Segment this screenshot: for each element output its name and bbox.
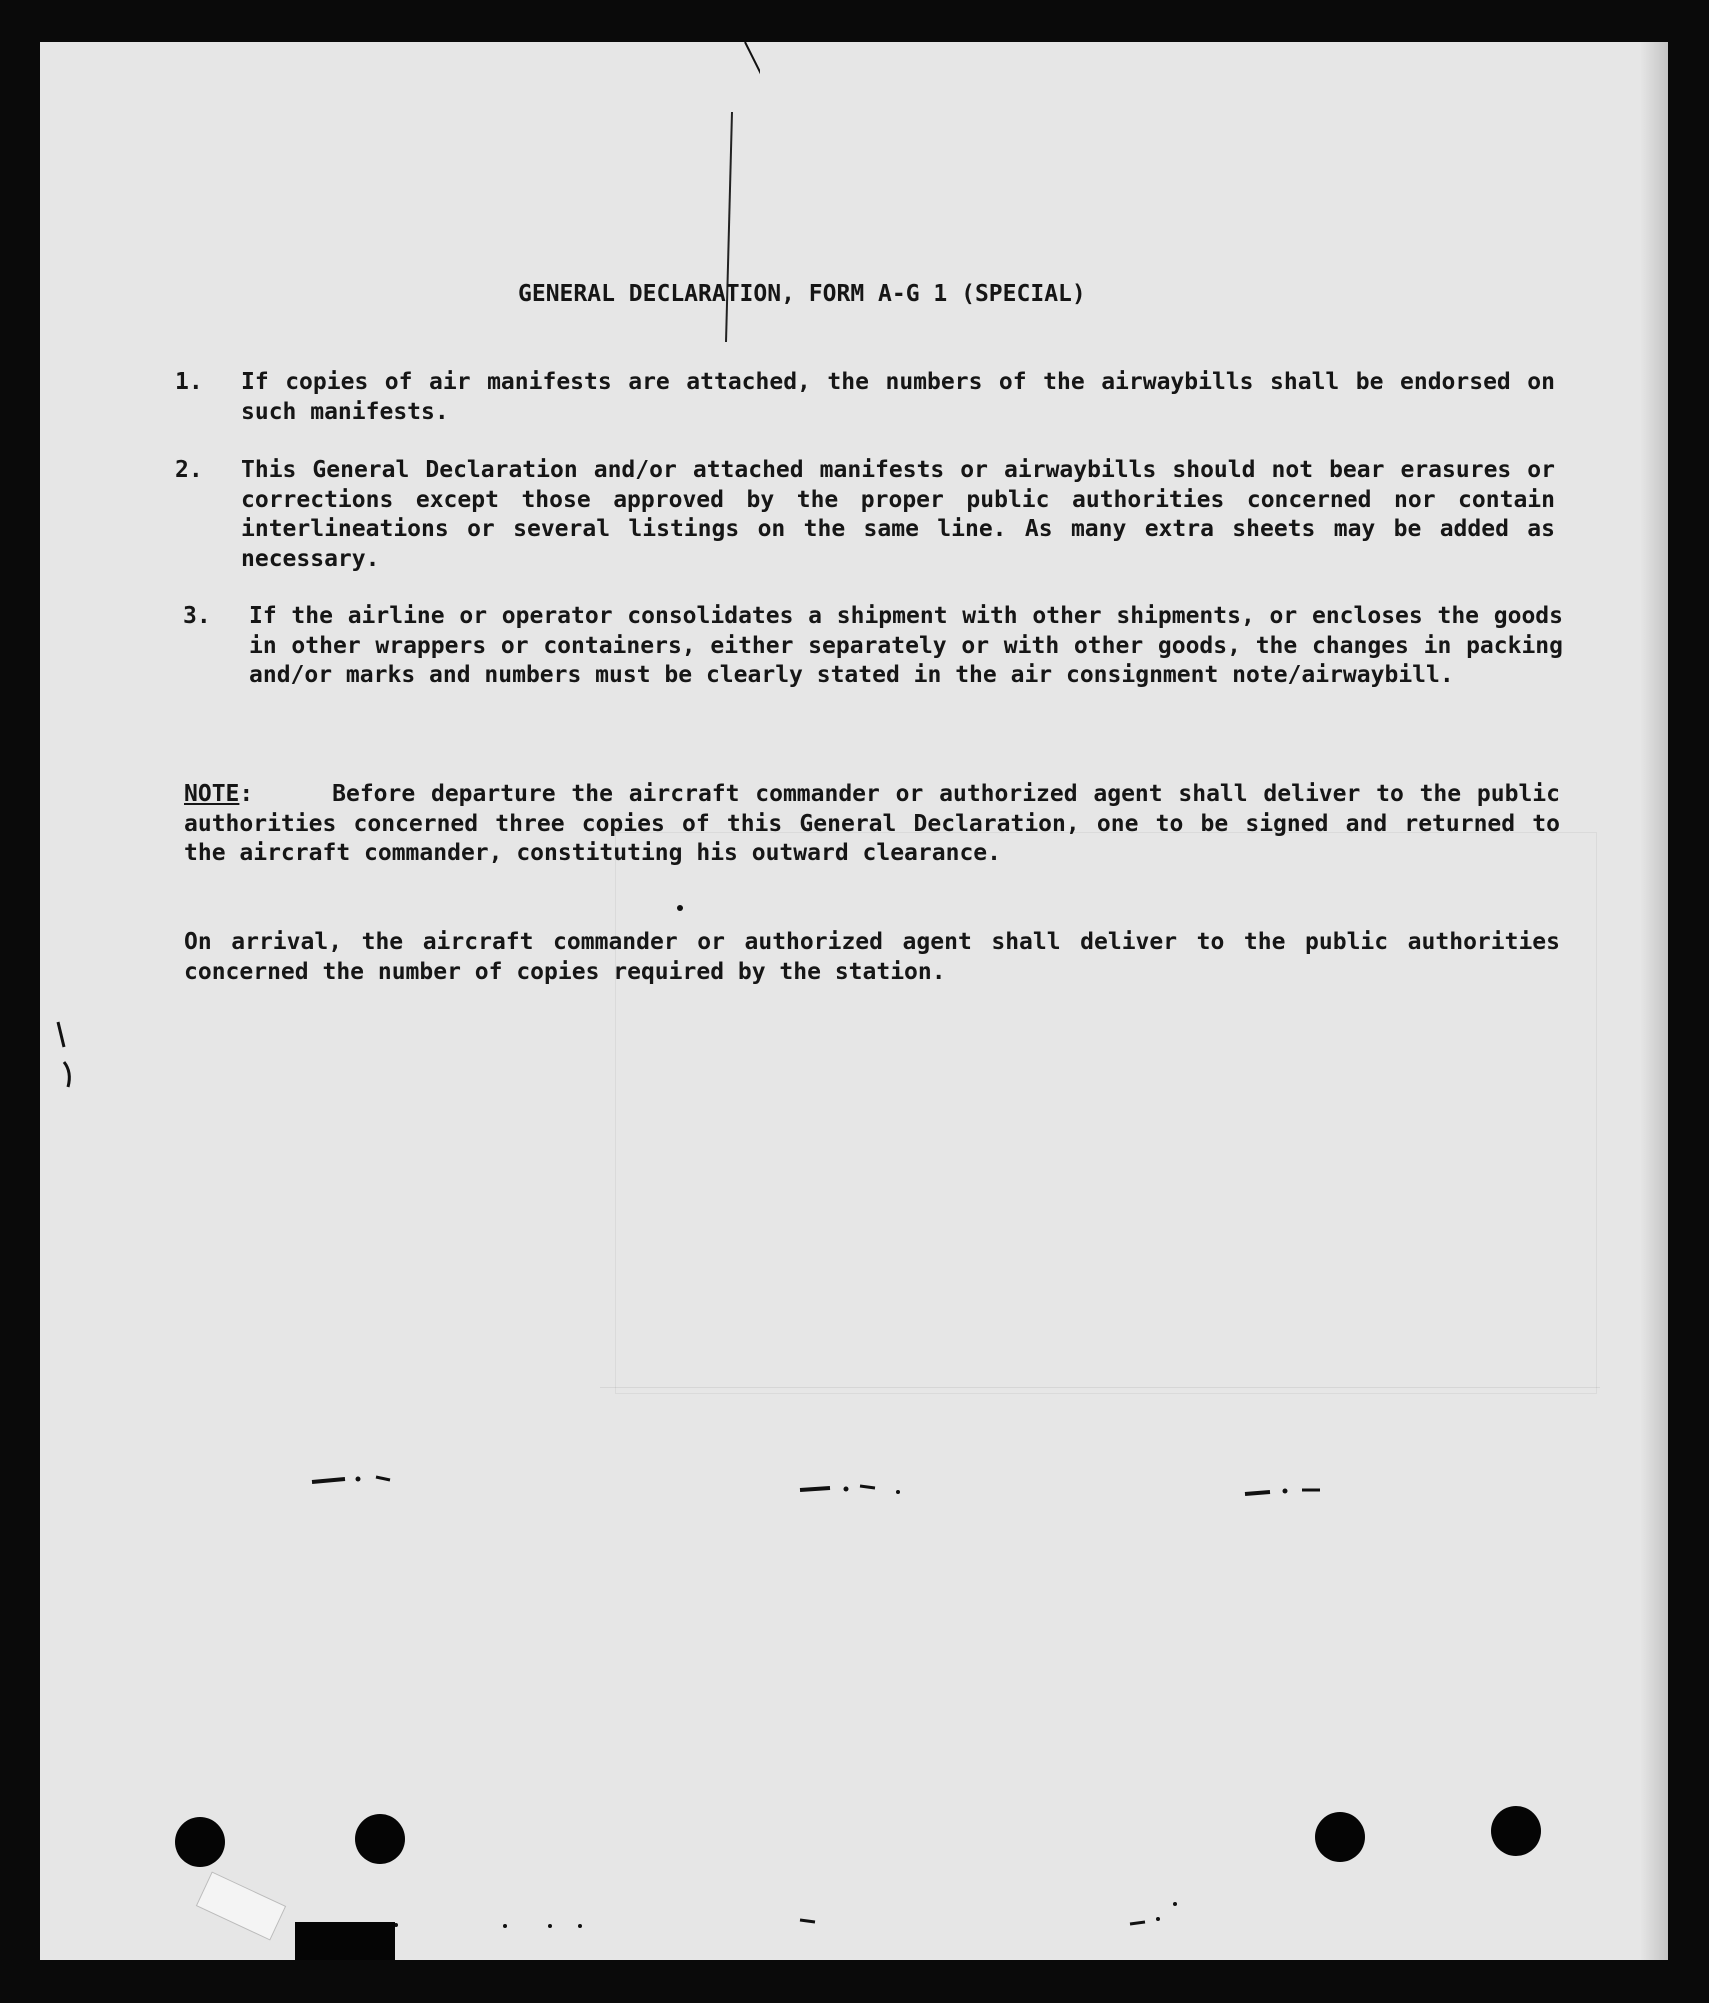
punch-hole bbox=[1491, 1806, 1541, 1856]
note-colon: : bbox=[239, 781, 333, 807]
note-text: Before departure the aircraft commander or authorized agent shall deliver to the public authorities concerned three copies of this General Declaration, one to be signed and returned to the aircraft commander, constituting his outward clearance. bbox=[184, 781, 1560, 866]
item-number: 2. bbox=[175, 457, 203, 483]
item-number: 3. bbox=[183, 603, 211, 629]
item-text: This General Declaration and/or attached manifests or airwaybills should not bear erasures or corrections except those approved by the proper public authorities concerned nor contain interlineations or several listings on the same line. As many extra sheets may be added as necessary. bbox=[241, 457, 1555, 572]
item-text: If copies of air manifests are attached, the numbers of the airwaybills shall be endorsed on such manifests. bbox=[241, 369, 1555, 425]
punch-hole bbox=[355, 1814, 405, 1864]
punch-hole bbox=[175, 1817, 225, 1867]
ink-specks bbox=[40, 42, 1668, 1960]
arrival-text: On arrival, the aircraft commander or authorized agent shall deliver to the public authorities concerned the number of copies required by the station. bbox=[184, 929, 1560, 985]
item-text: If the airline or operator consolidates a shipment with other shipments, or encloses the goods in other wrappers or containers, either separately or with other goods, the changes in packing and/or marks and numbers must be clearly stated in the air consignment note/airwaybill. bbox=[249, 603, 1563, 688]
scan-edge bbox=[1640, 42, 1668, 1960]
form-title: GENERAL DECLARATION, FORM A-G 1 (SPECIAL) bbox=[518, 281, 1086, 307]
item-number: 1. bbox=[175, 369, 203, 395]
scanned-page bbox=[40, 42, 1668, 1960]
punch-hole bbox=[1315, 1812, 1365, 1862]
note-label: NOTE bbox=[184, 781, 240, 807]
torn-edge bbox=[295, 1922, 395, 1960]
